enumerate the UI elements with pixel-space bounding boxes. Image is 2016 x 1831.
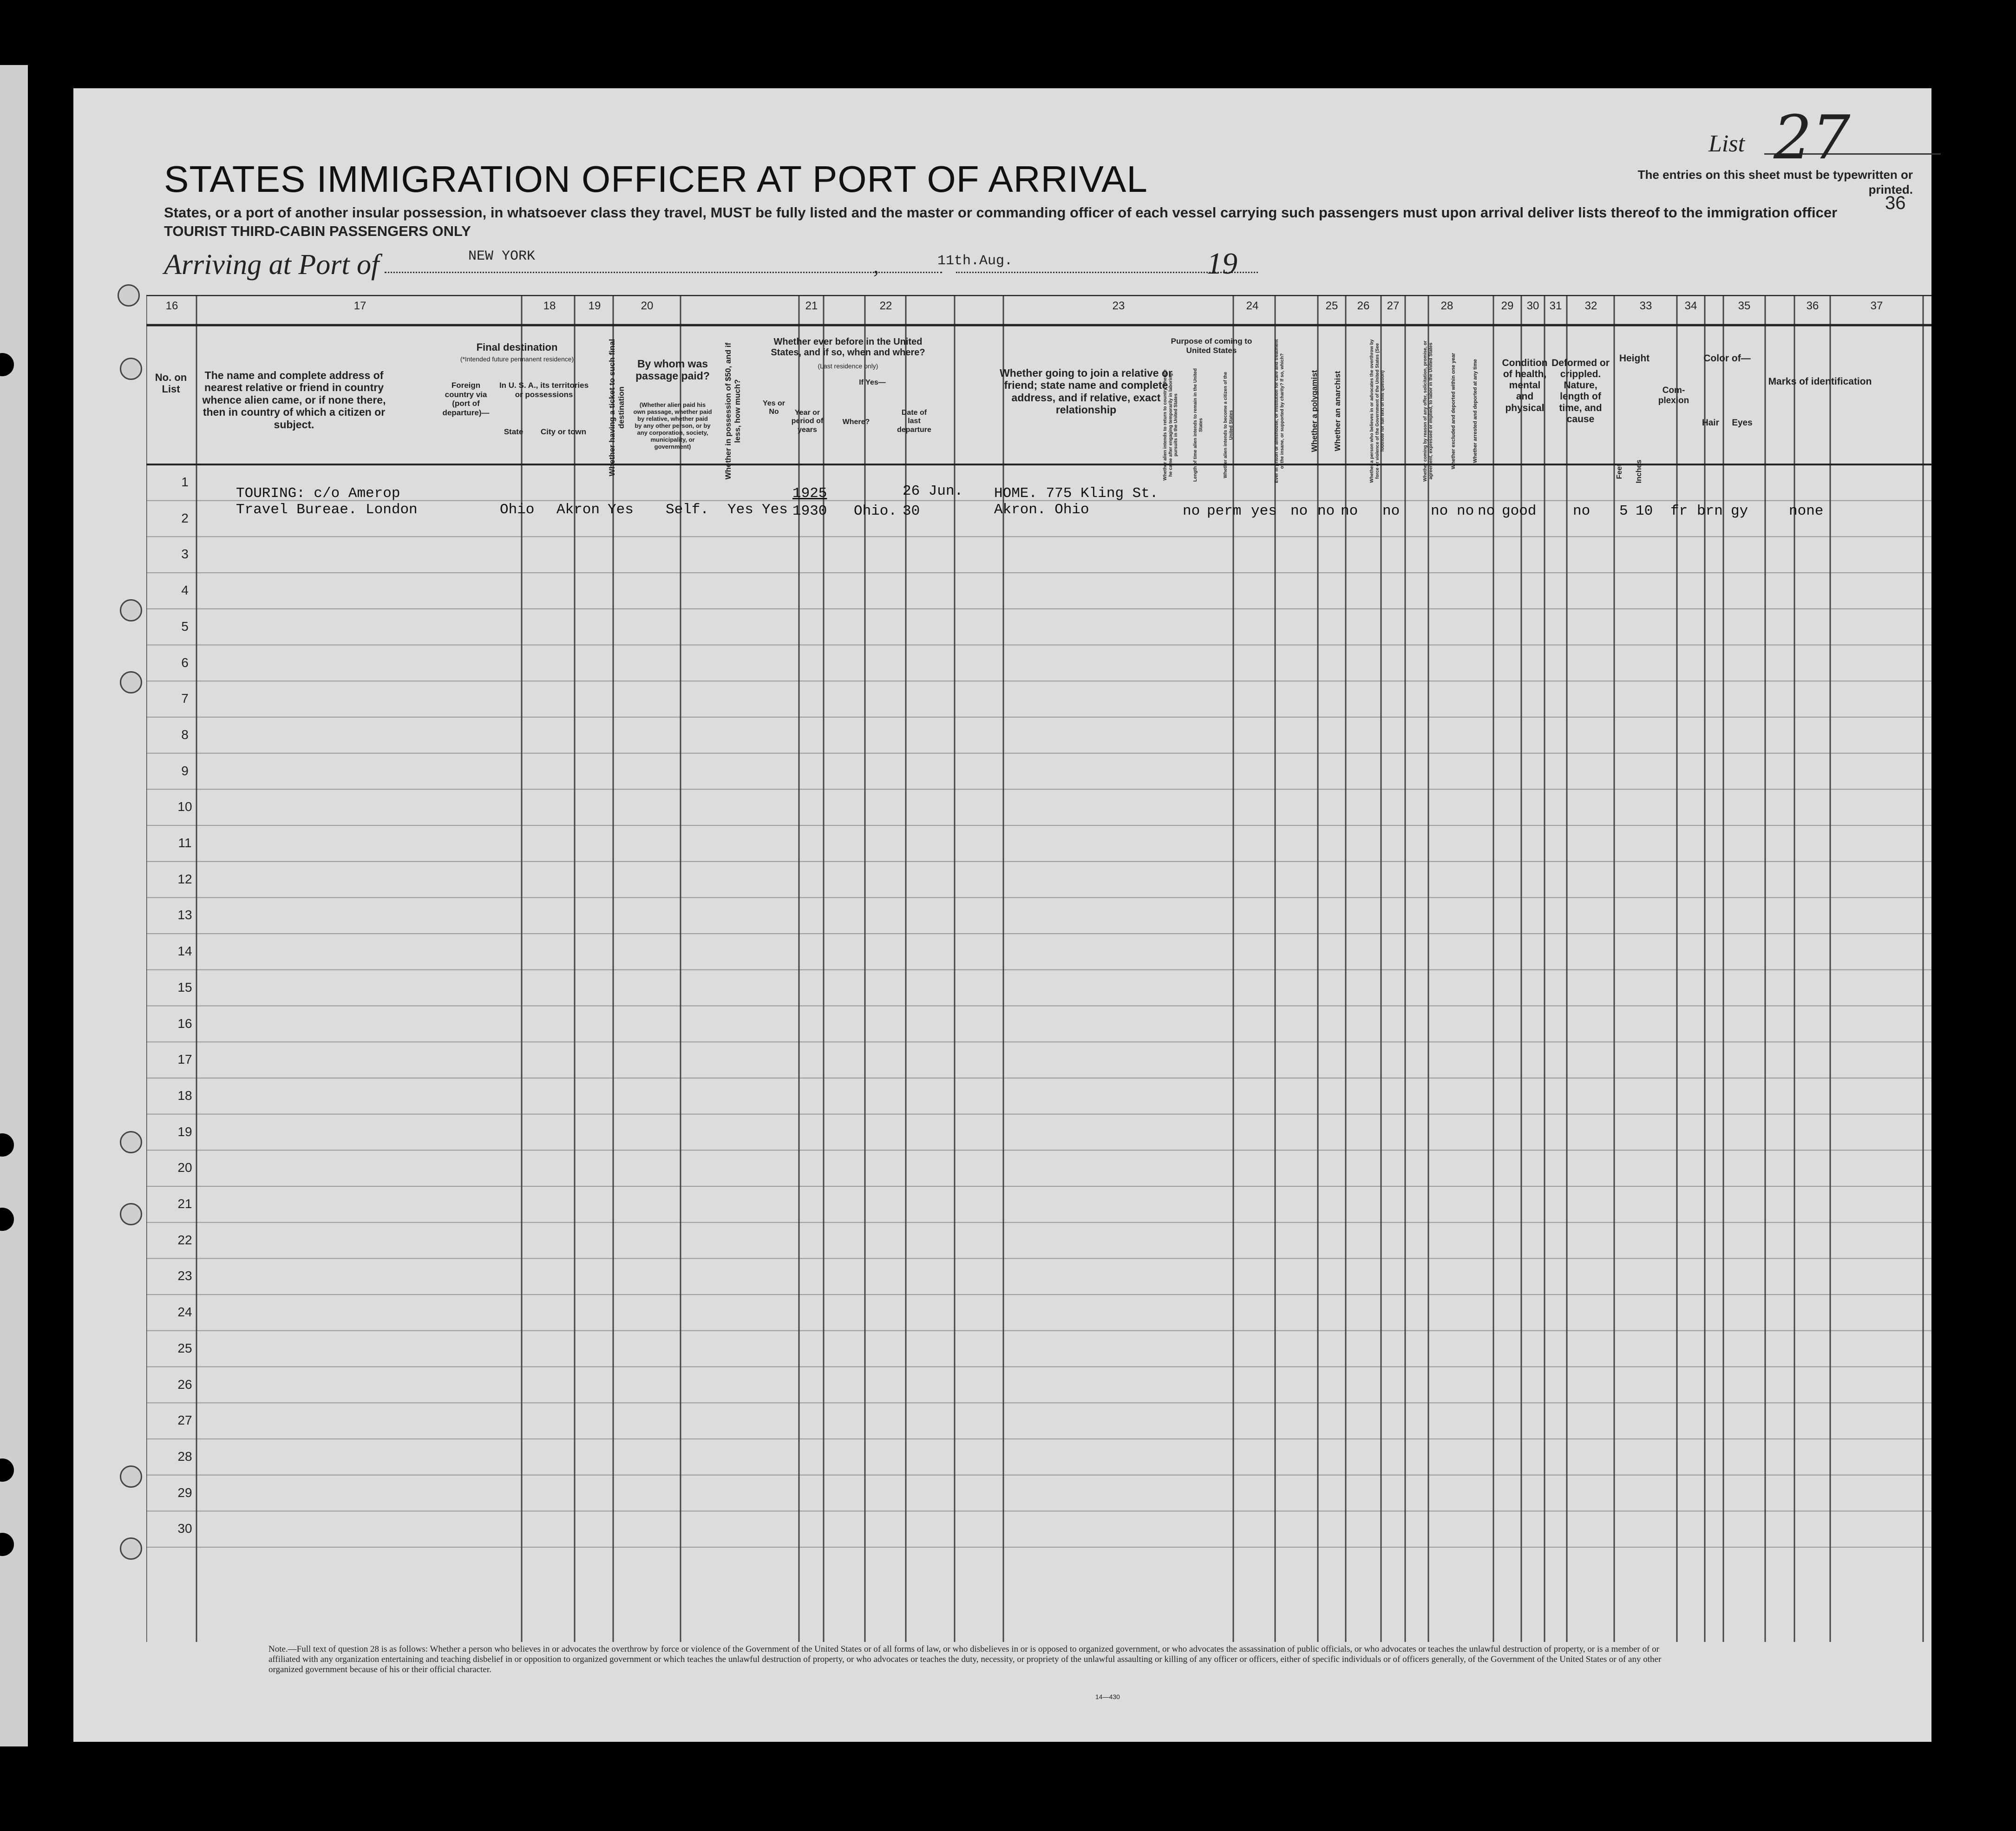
row-number: 13 <box>177 908 192 922</box>
row-number: 9 <box>181 763 189 778</box>
column-number: 23 <box>1112 300 1125 312</box>
col34-inches: Inches <box>1635 459 1643 484</box>
departure-line1: 26 Jun. <box>903 483 963 499</box>
row-number: 21 <box>177 1197 192 1211</box>
col22-yesno: Yes or No <box>762 399 785 416</box>
column-number: 18 <box>543 300 556 312</box>
col26-header: Whether a polygamist <box>1310 370 1319 452</box>
row-number: 23 <box>177 1269 192 1283</box>
col18-subtitle: (*Intended future permanent residence) <box>460 355 574 363</box>
column-number: 24 <box>1246 300 1259 312</box>
row-number: 8 <box>181 727 189 742</box>
column-number: 31 <box>1549 300 1562 312</box>
punch-hole <box>120 671 142 693</box>
deformed-value: no <box>1573 503 1591 519</box>
punch-hole <box>120 1203 142 1225</box>
polygamist-value: no <box>1317 503 1335 519</box>
port-dotted-line <box>385 272 942 273</box>
col25-header: Ever in prison or almshouse, or institution for care and treatment of the insane, or supported by charity? If so, which? <box>1274 339 1285 483</box>
column-number: 30 <box>1526 300 1539 312</box>
row-number: 11 <box>178 836 192 850</box>
col24-title: Purpose of coming to United States <box>1171 337 1252 355</box>
row-number: 2 <box>181 510 189 525</box>
row-number: 5 <box>181 619 189 634</box>
row-number: 17 <box>177 1052 192 1067</box>
overthrow-value: no <box>1382 503 1400 519</box>
citizen-value: yes <box>1251 503 1277 519</box>
column-number: 34 <box>1684 300 1697 312</box>
punch-hole <box>118 284 140 307</box>
column-number: 27 <box>1387 300 1400 312</box>
column-number: 26 <box>1357 300 1370 312</box>
col22-ifyes: If Yes— <box>859 379 886 386</box>
column-number: 36 <box>1806 300 1819 312</box>
punch-hole <box>120 599 142 621</box>
punch-hole <box>120 1465 142 1488</box>
hair-value: brn <box>1697 503 1723 519</box>
col16-header: No. on List <box>155 372 187 395</box>
column-number: 19 <box>588 300 601 312</box>
column-number-row <box>146 300 1931 323</box>
row-number: 24 <box>177 1305 192 1320</box>
row-number: 4 <box>181 583 189 598</box>
adjacent-page-edge <box>0 65 28 1746</box>
join-line1: HOME. 775 Kling St. <box>994 485 1159 502</box>
col33-header: Deformed or crippled. Nature, length of time, and cause <box>1551 358 1610 425</box>
row-number: 27 <box>177 1413 192 1428</box>
col30-header: Whether excluded and deported within one year <box>1451 353 1456 470</box>
where-value: Ohio. <box>854 503 897 519</box>
excluded-value: no <box>1457 503 1474 519</box>
arriving-label: Arriving at Port of <box>164 249 380 281</box>
col21-header: Whether in possession of $50, and if less, how much? <box>724 342 742 480</box>
col36-eyes: Eyes <box>1732 418 1753 428</box>
year-to-value: 1930 <box>792 503 827 519</box>
row-number: 1 <box>181 475 189 489</box>
col31-header: Whether arrested and deported at any time <box>1473 359 1478 463</box>
comma: , <box>873 254 879 278</box>
row-number: 18 <box>177 1088 192 1103</box>
row-number: 10 <box>177 799 192 814</box>
feet-value: 5 <box>1619 503 1628 519</box>
departure-line2: 30 <box>903 503 920 519</box>
passenger-class: TOURIST THIRD-CABIN PASSENGERS ONLY <box>164 223 471 239</box>
dest-state: Ohio <box>500 502 535 518</box>
relative-address-line1: TOURING: c/o Amerop <box>236 485 400 502</box>
column-number: 22 <box>879 300 892 312</box>
col18-city: City or town <box>540 427 587 436</box>
col34-header: Height <box>1619 353 1650 364</box>
page-title: STATES IMMIGRATION OFFICER AT PORT OF ARRIVAL <box>164 158 1148 200</box>
col36-hair: Hair <box>1702 418 1719 428</box>
col18-title: Final destination <box>476 341 558 353</box>
offer-value: no <box>1431 503 1448 519</box>
row-number: 22 <box>177 1232 192 1247</box>
column-number: 32 <box>1584 300 1597 312</box>
row-number: 25 <box>177 1341 192 1355</box>
col22-where: Where? <box>842 418 870 426</box>
col24-length: Length of time alien intends to remain in the United States <box>1193 368 1204 482</box>
col22-date: Date of last departure <box>897 409 931 434</box>
column-number: 25 <box>1325 300 1338 312</box>
complexion-value: fr <box>1670 503 1688 519</box>
col22-title: Whether ever before in the United States, and if so, when and where? <box>771 337 925 358</box>
col18-usa: In U. S. A., its territories or possessions <box>499 381 589 399</box>
sheet-number: 36 <box>1885 193 1906 213</box>
col27-header: Whether an anarchist <box>1333 371 1342 451</box>
typewritten-note: The entries on this sheet must be typewritten or printed. <box>1637 168 1913 196</box>
punch-hole <box>120 358 142 380</box>
row-number: 16 <box>177 1016 192 1031</box>
return-value: no <box>1183 503 1200 519</box>
eyes-value: gy <box>1731 503 1748 519</box>
date-value: 11th.Aug. <box>937 253 1013 269</box>
prison-value: no <box>1290 503 1308 519</box>
intro-text: States, or a port of another insular possession, in whatsoever class they travel, MUST be fully listed and the master or commanding officer of each vessel carrying such passengers must upon arrival deliver lists thereof to the immigration officer <box>164 204 1838 221</box>
col18-foreign: Foreign country via (port of departure)— <box>442 381 490 417</box>
column-number: 28 <box>1440 300 1453 312</box>
before-yes-value: Yes <box>762 502 788 518</box>
col24-citizen: Whether alien intends to become a citizen of the United States <box>1223 372 1234 478</box>
column-number: 29 <box>1501 300 1514 312</box>
col34-feet: Feet <box>1616 464 1623 479</box>
column-number: 16 <box>165 300 178 312</box>
col24-return: Whether alien intends to return to country whence he came after engaging temporarily in laboring pursuits in the United States <box>1163 369 1178 481</box>
col37-header: Marks of identification <box>1768 376 1872 387</box>
column-number: 21 <box>805 300 818 312</box>
row-number: 15 <box>177 980 192 994</box>
row-number: 28 <box>177 1449 192 1464</box>
col17-header: The name and complete address of nearest relative or friend in country whence alien came, or if none there, then in country of which a citizen or subject. <box>202 369 386 431</box>
form-code: 14—430 <box>1095 1693 1120 1700</box>
year-from-value: 1925 <box>792 485 827 502</box>
punch-hole <box>120 1537 142 1560</box>
length-value: perm <box>1207 503 1242 519</box>
col32-header: Condition of health, mental and physical <box>1502 358 1548 413</box>
marks-value: none <box>1789 503 1824 519</box>
row-number: 3 <box>181 547 189 562</box>
relative-address-line2: Travel Bureae. London <box>236 502 418 518</box>
join-line2: Akron. Ohio <box>994 502 1089 518</box>
row-number: 7 <box>181 691 189 706</box>
ticket-value: Yes <box>608 502 634 518</box>
paid-by-value: Self. <box>666 502 709 518</box>
row-number: 26 <box>177 1377 192 1392</box>
row-number: 6 <box>181 655 189 670</box>
row-number: 20 <box>177 1160 192 1175</box>
anarchist-value: no <box>1341 503 1358 519</box>
col35-header: Com-plexion <box>1658 386 1689 405</box>
col28-header: Whether a person who believes in or advocates the overthrow by force or violence of the Government of the United States (See footnote for full text of this question) <box>1369 339 1385 483</box>
column-number: 37 <box>1870 300 1883 312</box>
row-number: 14 <box>177 944 192 959</box>
col29-header: Whether coming by reason of any offer, solicitation, promise, or agreement, expressed or implied, to labor in the United States <box>1423 340 1433 482</box>
row-number: 30 <box>177 1521 192 1536</box>
col20-header: By whom was passage paid? <box>635 358 710 382</box>
col22-subtitle: (Last residence only) <box>818 362 878 370</box>
manifest-page <box>73 88 1931 1742</box>
row-number: 12 <box>177 871 192 886</box>
health-value: good <box>1502 503 1537 519</box>
col19-header: Whether having a ticket to such final destination <box>608 339 626 477</box>
col22-year: Year or period of years <box>791 409 824 434</box>
row-number: 29 <box>177 1485 192 1500</box>
inches-value: 10 <box>1636 503 1653 519</box>
port-value: NEW YORK <box>468 248 536 264</box>
dest-city: Akron <box>556 502 600 518</box>
year-prefix: 19 <box>1207 247 1237 281</box>
list-label: List <box>1708 131 1745 157</box>
footnote-text: Note.—Full text of question 28 is as follows: Whether a person who believes in or advocates the overthrow by force or violence of the Government of the United States or of all forms of law, or who disbelieves in or is opposed to organized government, or who advocates the assassination of public officials, or who advocates or teaches the unlawful destruction of property, or is a member of or affiliated with any organization entertaining and teaching disbelief in or opposition to organized government or which teaches the unlawful destruction of property, or who advocates or teaches the duty, necessity, or propriety of the unlawful assaulting or killing of any officer or officers, either of specific individuals or of officers generally, of the Government of the United States or of any other organized government because of his or their official character. <box>268 1644 1662 1674</box>
col36-header: Color of— <box>1703 353 1751 364</box>
column-number: 20 <box>641 300 654 312</box>
col18-state: State <box>504 427 524 436</box>
row-number-column <box>162 88 213 1742</box>
column-number: 35 <box>1738 300 1751 312</box>
list-number: 27 <box>1774 102 1851 173</box>
column-number: 33 <box>1639 300 1652 312</box>
money-value: Yes <box>727 502 753 518</box>
col23-header: Whether going to join a relative or friend; state name and complete address, and if relative, exact relationship <box>1000 367 1172 416</box>
punch-hole <box>120 1131 142 1153</box>
column-number: 17 <box>353 300 367 312</box>
arrested-value: no <box>1478 503 1495 519</box>
col20-subtitle: (Whether alien paid his own passage, whether paid by relative, whether paid by any other person, or by any corporation, society, municipality, or government) <box>633 401 712 450</box>
row-number: 19 <box>177 1124 192 1139</box>
